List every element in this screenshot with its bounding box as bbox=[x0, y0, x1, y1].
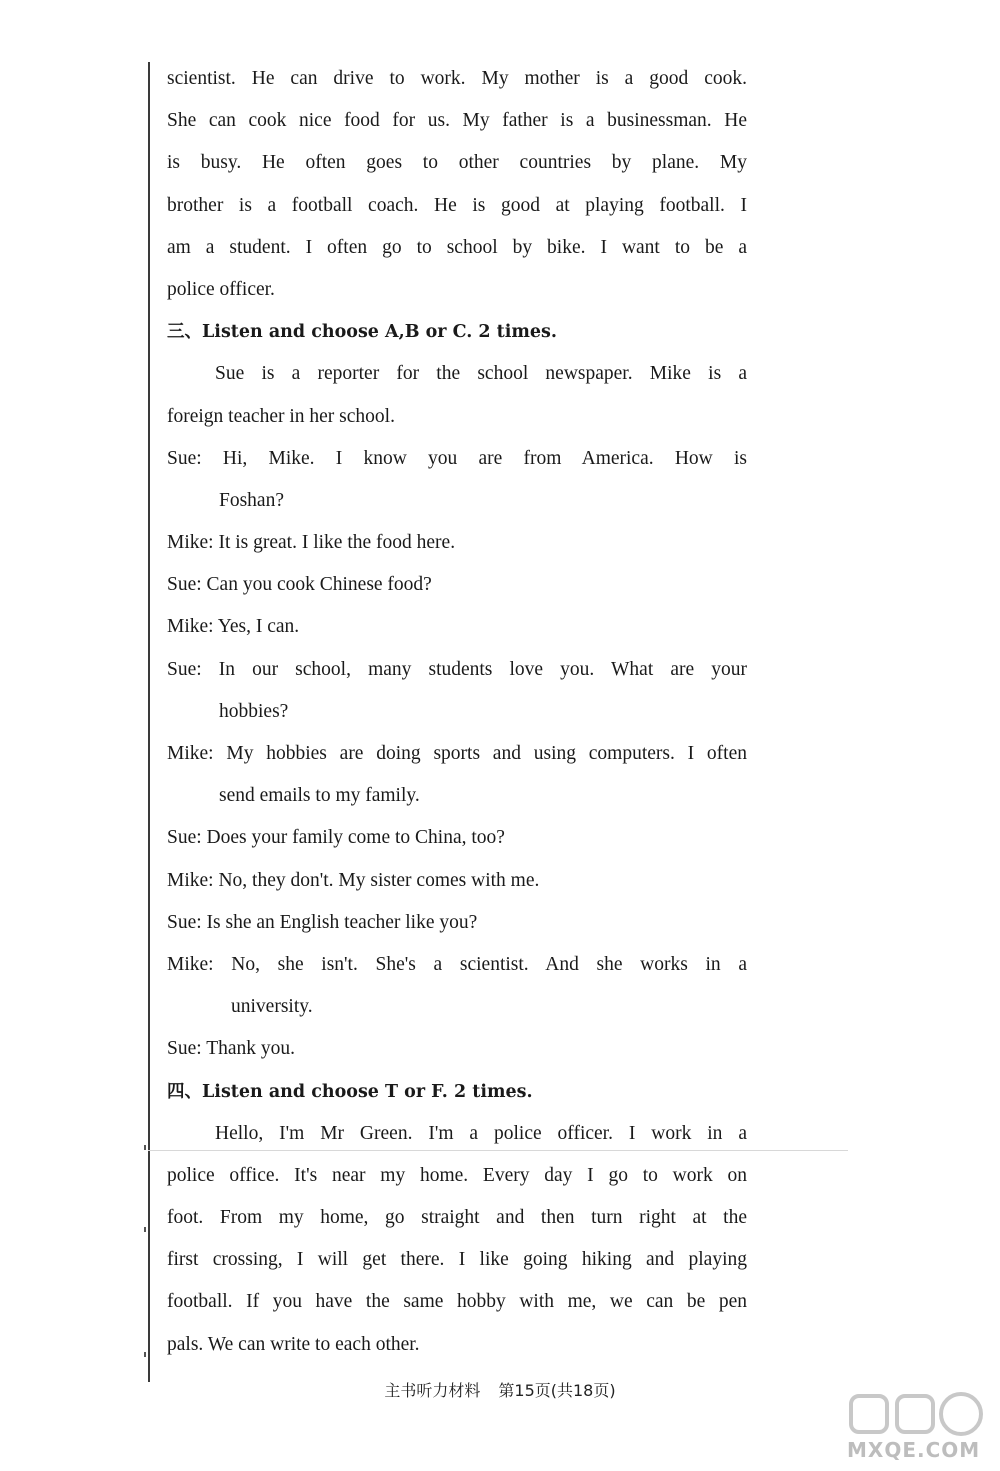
dialogue-line: Mike: It is great. I like the food here. bbox=[167, 532, 456, 554]
margin-tick bbox=[144, 1227, 146, 1232]
text-line: am a student. I often go to school by bike. I want to be a bbox=[167, 236, 747, 258]
text-line: football. If you have the same hobby with me, we can be pen bbox=[167, 1291, 747, 1313]
dialogue-line: Sue: Can you cook Chinese food? bbox=[167, 574, 432, 596]
footer-page-number: 第15页(共18页) bbox=[498, 1381, 616, 1400]
section4-passage bbox=[167, 1113, 747, 1366]
dialogue-continuation: hobbies? bbox=[219, 700, 289, 722]
page-content bbox=[167, 58, 747, 1366]
margin-tick bbox=[144, 1145, 146, 1150]
dialogue-line: Sue: Thank you. bbox=[167, 1038, 296, 1060]
dialogue-continuation: Foshan? bbox=[219, 489, 284, 511]
watermark-text: MXQE.COM bbox=[847, 1438, 981, 1462]
text-line: scientist. He can drive to work. My mother is a good cook. bbox=[167, 68, 747, 89]
text-line: police office. It's near my home. Every day I go to work on bbox=[167, 1164, 747, 1186]
dialogue-line: Mike: My hobbies are doing sports and using computers. I often bbox=[167, 743, 747, 764]
footer-book-title: 主书听力材料 bbox=[384, 1381, 481, 1400]
section-heading: 三、Listen and choose A,B or C. 2 times. bbox=[167, 322, 557, 343]
text-line: pals. We can write to each other. bbox=[167, 1333, 420, 1355]
dialogue bbox=[167, 438, 747, 1071]
text-line: brother is a football coach. He is good at playing football. I bbox=[167, 194, 747, 216]
dialogue-line: Sue: Does your family come to China, too? bbox=[167, 827, 505, 849]
margin-rule bbox=[148, 62, 150, 1382]
dialogue-line: Sue: Is she an English teacher like you? bbox=[167, 911, 478, 933]
intro-line: Sue is a reporter for the school newspaper. Mike is a bbox=[215, 363, 747, 385]
watermark-logo-icon bbox=[845, 1378, 995, 1438]
text-line: is busy. He often goes to other countries by plane. My bbox=[167, 152, 747, 174]
margin-tick bbox=[144, 1352, 146, 1357]
text-line: first crossing, I will get there. I like going hiking and playing bbox=[167, 1249, 747, 1271]
watermark bbox=[845, 1408, 995, 1466]
dialogue-line: Mike: No, she isn't. She's a scientist. And she works in a bbox=[167, 953, 747, 975]
section-heading: 四、Listen and choose T or F. 2 times. bbox=[167, 1081, 533, 1102]
text-line: foot. From my home, go straight and then turn right at the bbox=[167, 1207, 747, 1229]
dialogue-line: Sue: In our school, many students love you. What are your bbox=[167, 658, 747, 680]
dialogue-continuation: send emails to my family. bbox=[219, 785, 420, 807]
dialogue-continuation: university. bbox=[231, 996, 313, 1018]
text-line: Hello, I'm Mr Green. I'm a police officer. I work in a bbox=[215, 1122, 747, 1144]
intro-line: foreign teacher in her school. bbox=[167, 405, 395, 427]
text-line: police officer. bbox=[167, 278, 275, 300]
dialogue-line: Mike: No, they don't. My sister comes with me. bbox=[167, 869, 540, 891]
passage-end bbox=[167, 58, 747, 311]
dialogue-line: Sue: Hi, Mike. I know you are from America. How is bbox=[167, 447, 747, 469]
text-line: She can cook nice food for us. My father is a businessman. He bbox=[167, 110, 747, 132]
dialogue-line: Mike: Yes, I can. bbox=[167, 616, 300, 638]
